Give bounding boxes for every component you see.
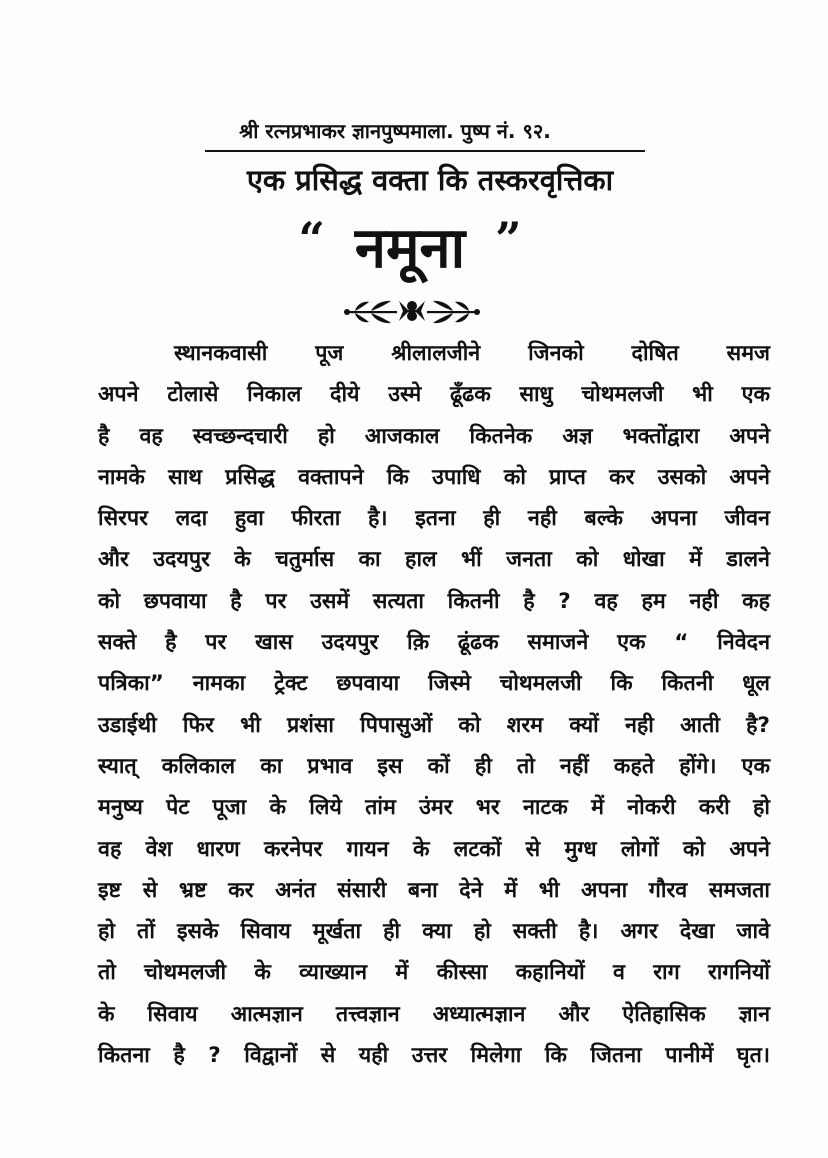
text-line: वह वेश धारण करनेपर गायन के लटकों से मुग्ध लोगों को अपने <box>98 836 770 862</box>
open-quote: “ <box>298 212 325 266</box>
text-line: के सिवाय आत्मज्ञान तत्त्वज्ञान अध्यात्मज्ञान और ऐतिहासिक ज्ञान <box>98 1001 770 1027</box>
text-line: उडाईथी फिर भी प्रशंसा पिपासुओं को शरम क्यों नही आती है? <box>98 712 770 738</box>
text-line: कितना है ? विद्वानों से यही उत्तर मिलेगा कि जितना पानीमें घृत। <box>98 1043 770 1069</box>
text-line: पत्रिका” नामका ट्रेक्ट छपवाया जिस्मे चोथमलजी कि कितनी धूल <box>98 671 770 697</box>
text-line: स्यात् कलिकाल का प्रभाव इस कों ही तो नहीं कहते होंगे। एक <box>98 753 770 779</box>
text-line: तो चोथमलजी के व्याख्यान में कीस्सा कहानियों व राग रागनियों <box>98 960 770 986</box>
text-line: मनुष्य पेट पूजा के लिये तांम उंमर भर नाटक में नोकरी करी हो <box>98 795 770 821</box>
text-line: सिरपर लदा हुवा फीरता है। इतना ही नही बल्के अपना जीवन <box>98 506 770 532</box>
text-line: को छपवाया है पर उसमें सत्यता कितनी है ? वह हम नही कह <box>98 588 770 614</box>
title-word: नमूना <box>354 216 466 281</box>
text-line: है वह स्वच्छन्दचारी हो आजकाल कितनेक अज्ञ भक्तोंद्वारा अपने <box>98 423 770 449</box>
text-line: हो तों इसके सिवाय मूर्खता ही क्या हो सक्ती है। अगर देखा जावे <box>98 919 770 945</box>
body-paragraph <box>98 333 770 1076</box>
text-line: स्थानकवासी पूज श्रीलालजीने जिनको दोषित समज <box>174 341 770 366</box>
text-line: सक्ते है पर खास उदयपुर क़ि ढूंढक समाजने एक “ निवेदन <box>98 630 770 656</box>
text-line: और उदयपुर के चतुर्मास का हाल भीं जनता को धोखा में डालने <box>98 547 770 573</box>
header-underline <box>205 150 645 152</box>
close-quote: ” <box>495 212 522 266</box>
text-line: इष्ट से भ्रष्ट कर अनंत संसारी बना देने में भी अपना गौरव समजता <box>98 877 770 903</box>
floral-ornament-icon <box>343 297 481 325</box>
text-line: अपने टोलासे निकाल दीये उस्मे ढूँढक साधु चोथमलजी भी एक <box>98 382 770 408</box>
subtitle: एक प्रसिद्ध वक्ता कि तस्करवृत्तिका <box>246 163 614 197</box>
series-header: श्री रत्नप्रभाकर ज्ञानपुष्पमाला. पुष्प नं. ९२. <box>239 119 551 143</box>
main-title <box>250 214 570 294</box>
text-line: नामके साथ प्रसिद्ध वक्तापने कि उपाधि को प्राप्त कर उसको अपने <box>98 464 770 490</box>
